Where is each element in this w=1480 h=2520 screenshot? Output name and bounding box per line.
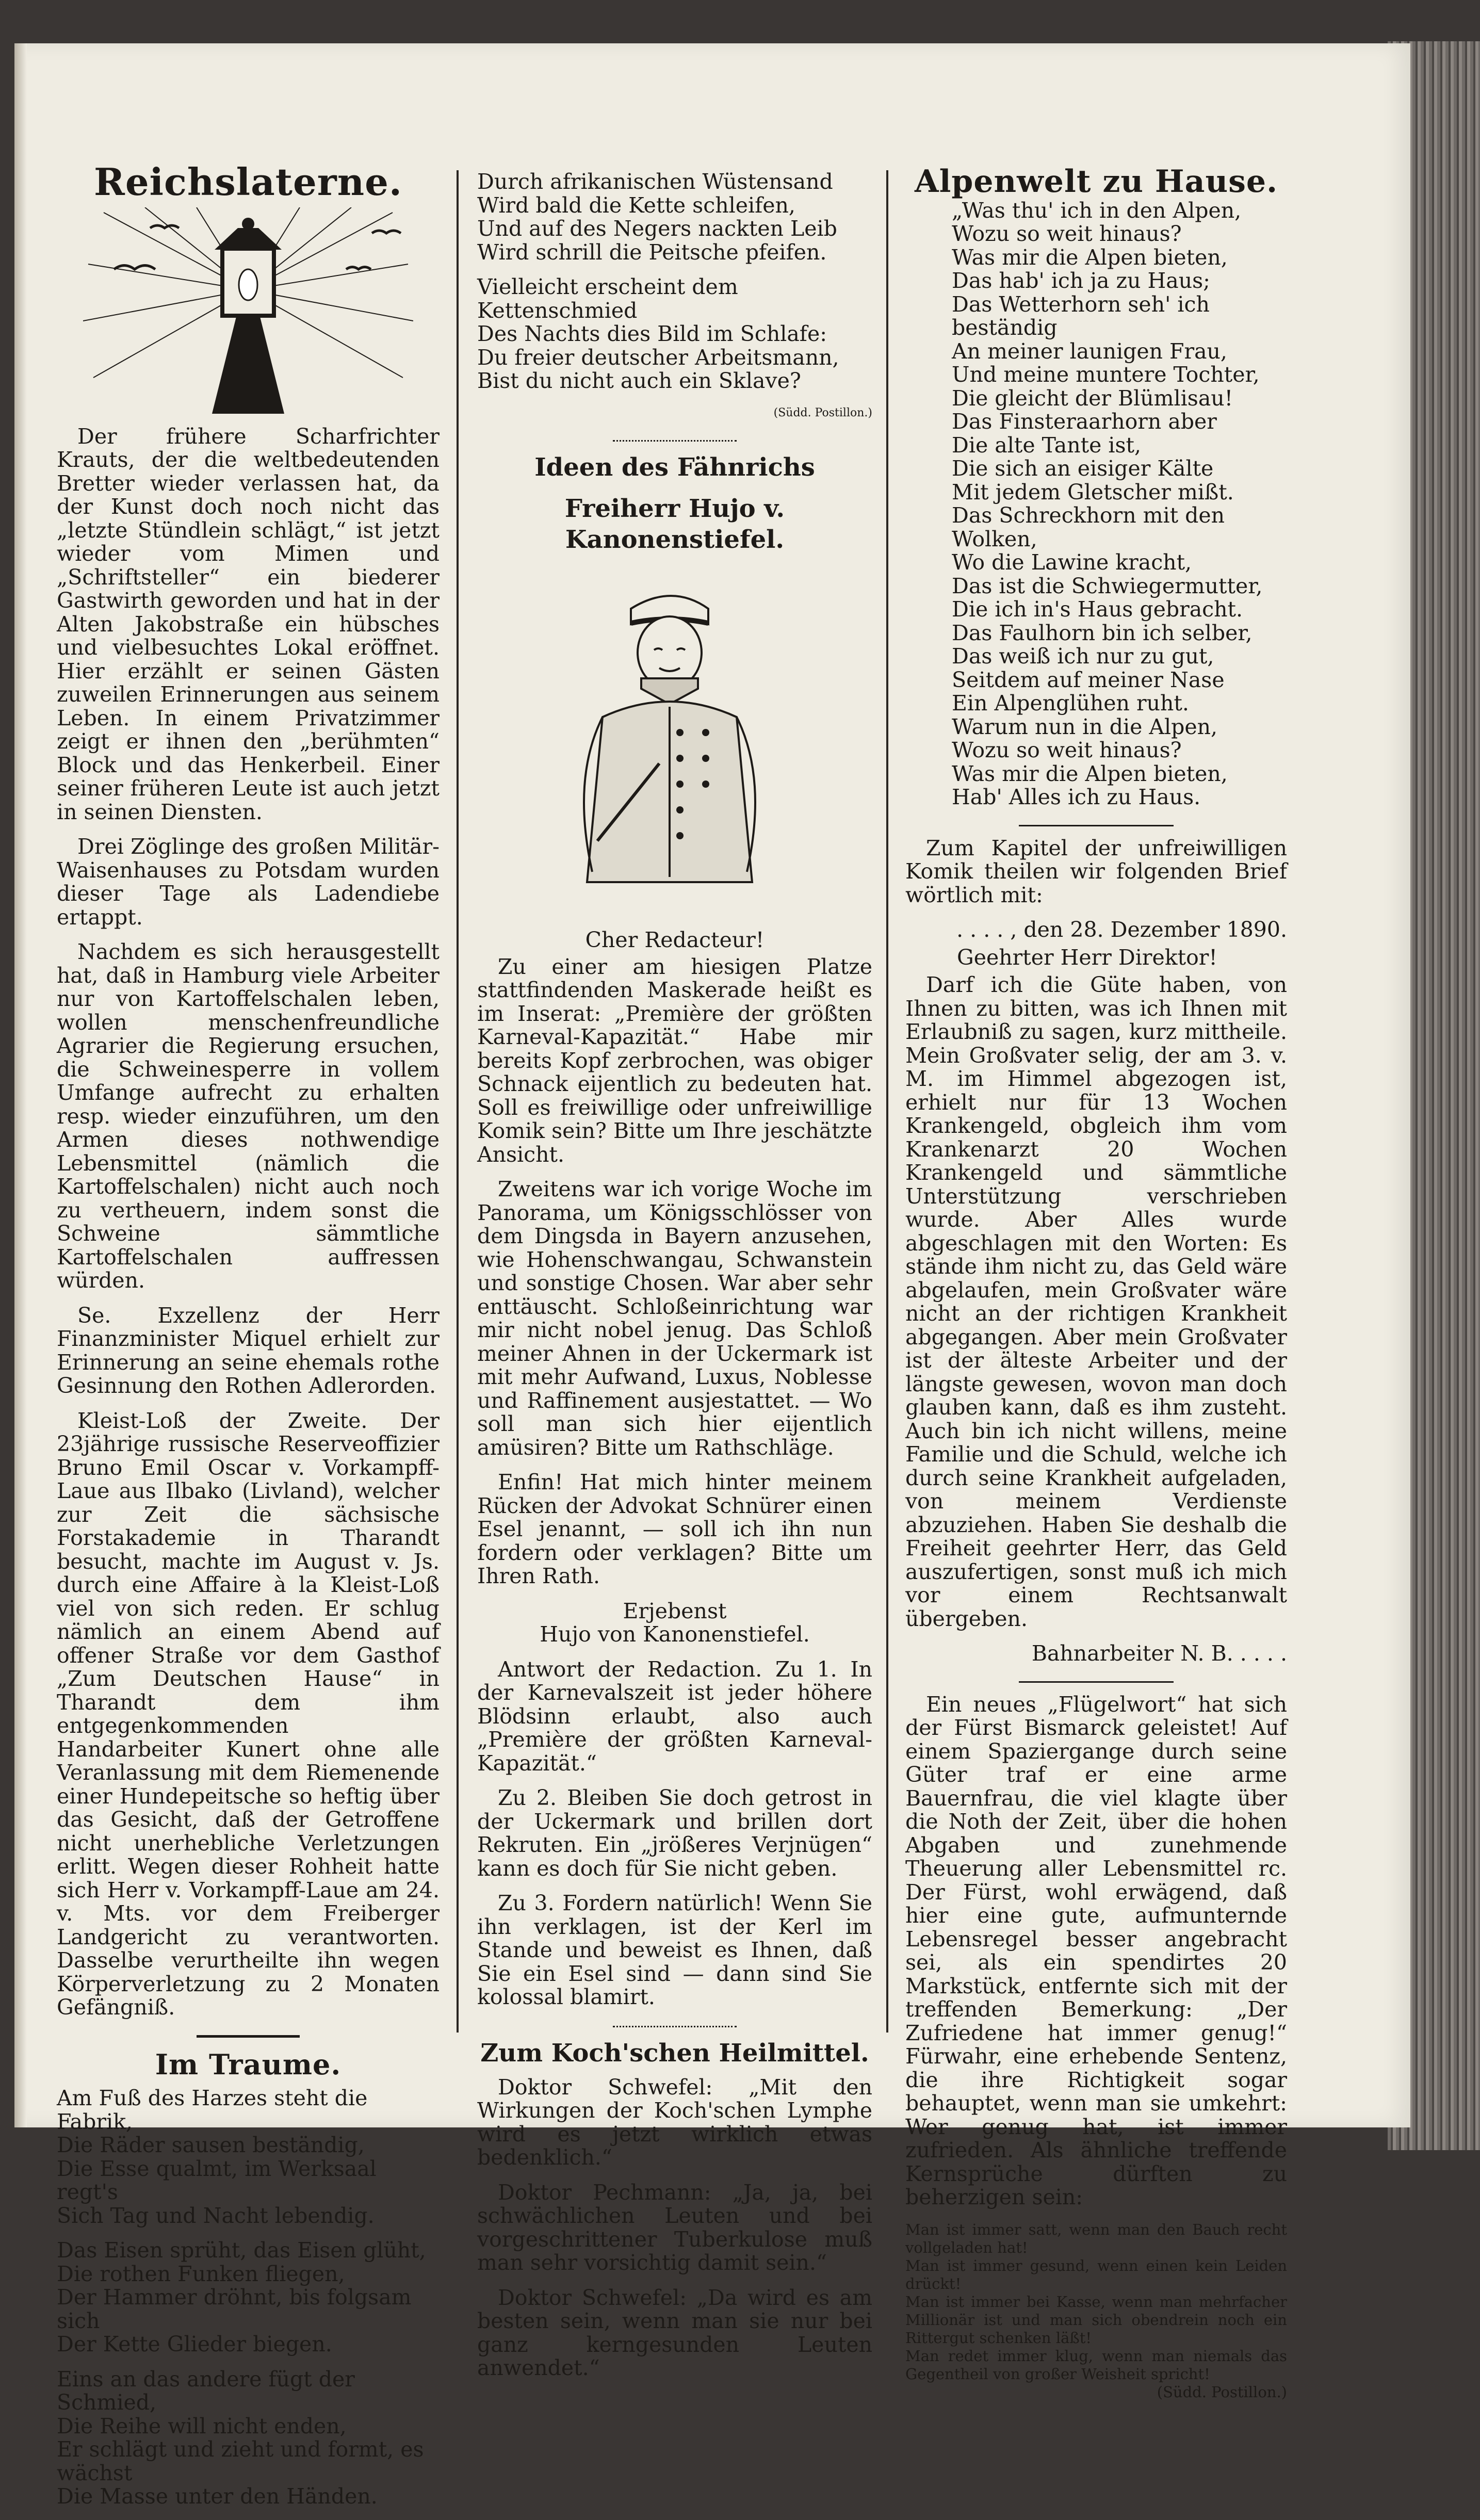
article-miquel: Se. Exzellenz der Herr Finanzminister Miquel erhielt zur Erinnerung an seine ehemals rothe Gesinnung den Rothen Adlerorden.	[57, 1303, 440, 1398]
poem-line: Das Wetterhorn seh' ich beständig	[952, 291, 1210, 340]
alpenwelt-title: Alpenwelt zu Hause.	[915, 164, 1278, 200]
poem-line: Wozu so weit hinaus?	[952, 221, 1182, 246]
poem-line: Ein Alpenglühen ruht.	[952, 691, 1189, 716]
lantern-roof	[215, 228, 282, 250]
section-divider	[1019, 825, 1174, 826]
section-divider	[613, 2021, 737, 2027]
poem-line: Wird schrill die Peitsche pfeifen.	[477, 239, 827, 265]
poem-line: An meiner launigen Frau,	[952, 338, 1227, 364]
poem-line: Die Esse qualmt, im Werksaal regt's	[57, 2156, 377, 2204]
poem-stanza	[477, 170, 872, 264]
letter-signature: Bahnarbeiter N. B. . . . .	[1031, 1641, 1287, 1666]
source-credit: (Südd. Postillon.)	[1157, 2383, 1287, 2401]
poem-stanza	[57, 2087, 440, 2228]
article-krauts: Der frühere Scharfrichter Krauts, der die weltbedeutenden Bretter wieder verlassen hat, da der Kunst doch noch nicht das „letzte Stündlein schlägt,“ ist jetzt wieder vom Mimen und „Schriftsteller“ ein biederer Gastwirth geworden und hat in der Alten Jakobstraße ein hübsches und vielbesuchtes Lokal eröffnet. Hier erzählt er seinen Gästen zuweilen Erinnerungen aus seinem Leben. In einem Privatzimmer zeigt er ihnen den „berühmten“ Block und das Henkerbeil. Einer seiner früheren Leute ist auch jetzt in seinen Diensten.	[57, 424, 440, 824]
section-divider	[613, 435, 737, 442]
poem-line: Die Räder sausen beständig,	[57, 2133, 365, 2157]
source-credit: (Südd. Postillon.)	[773, 406, 872, 419]
bird-icon	[346, 267, 371, 269]
bismarck-article: Ein neues „Flügelwort“ hat sich der Fürst Bismarck geleistet! Auf einem Spaziergange durch seine Güter traf er eine arme Bauernfrau, die viel klagte über die Noth der Zeit, über die hohen Abgaben und zunehmende Theuerung aller Lebensmittel rc. Der Fürst, wohl erwägend, daß hier eine gute, aufmunternde Lebensregel besser angebracht sei, als ein spendirtes 20 Markstück, entfernte sich mit der treffenden Bemerkung: „Der Zufriedene hat immer genug!“ Fürwahr, eine erhebende Sentenz, die ihre Richtigkeit sogar behauptet, wenn man sie umkehrt: Wer genug hat, ist immer zufrieden. Als ähnliche treffende Kernsprüche dürften zu beherzigen sein:	[905, 1692, 1287, 2209]
poem-line: Mit jedem Gletscher mißt.	[952, 479, 1234, 505]
poem-line: Am Fuß des Harzes steht die Fabrik,	[57, 2086, 368, 2134]
poem-line: Die sich an eisiger Kälte	[952, 456, 1214, 481]
poem-line: Das hab' ich ja zu Haus;	[952, 268, 1210, 293]
dialogue-line: Doktor Pechmann: „Ja, ja, bei schwächlichen Leuten und bei vorgeschrittener Tuberkulose muß man sehr vorsichtig damit sein.“	[477, 2180, 872, 2275]
poem-line: Das Faulhorn bin ich selber,	[952, 620, 1253, 645]
bird-icon	[372, 231, 401, 233]
poem-line: Die Masse unter den Händen.	[57, 2484, 378, 2509]
poem-line: Seitdem auf meiner Nase	[952, 667, 1225, 692]
poem-line: Des Nachts dies Bild im Schlafe:	[477, 321, 827, 346]
dialogue-line: Doktor Schwefel: „Da wird es am besten sein, wenn man sie nur bei ganz kerngesunden Leuten anwendet.“	[477, 2285, 872, 2380]
letter-paragraph: Enfin! Hat mich hinter meinem Rücken der Advokat Schnürer einen Esel jenannt, — soll ich ihn nun fordern oder verklagen? Bitte um Ihren Rath.	[477, 1470, 872, 1588]
column-1	[57, 72, 440, 2520]
poem-line: Vielleicht erscheint dem Kettenschmied	[477, 274, 738, 323]
letter-body: Darf ich die Güte haben, von Ihnen zu bitten, was ich Ihnen mit Erlaubniß zu sagen, kurz mittheile. Mein Großvater selig, der am 3. v. M. im Himmel abgezogen ist, erhielt nur für 13 Wochen Krankengeld, obgleich ihm vom Krankenarzt 20 Wochen Krankengeld und sämmtliche Unterstützung verschrieben wurde. Aber Alles wurde abgeschlagen mit den Worten: Es stände ihm nicht zu, das Geld wäre abgelaufen, mein Großvater wäre nicht an der richtigen Krankheit abgegangen. Aber mein Großvater ist der älteste Arbeiter und der längste gewesen, wovon man doch glauben kann, daß es ihm zusteht. Auch bin ich nicht willens, meine Familie und die Schuld, welche ich durch seine Krankheit aufgeladen, von meinem Verdienste abzuziehen. Haben Sie deshalb die Freiheit geehrter Herr, das Geld auszufertigen, sonst muß ich mich vor einem Rechtsanwalt übergeben.	[905, 972, 1287, 1631]
poem-line: Die gleicht der Blümlisau!	[952, 385, 1233, 411]
sayings-list	[905, 2221, 1287, 2401]
column-rule-left	[457, 170, 459, 2033]
koch-title: Zum Koch'schen Heilmittel.	[480, 2038, 869, 2068]
brief-intro: Zum Kapitel der unfreiwilligen Komik theilen wir folgenden Brief wörtlich mit:	[905, 835, 1287, 907]
redaction-answer: Zu 2. Bleiben Sie doch getrost in der Uckermark und brillen dort Rekruten. Ein „jrößeres Verjnügen“ kann es doch für Sie nicht geben.	[477, 1785, 872, 1881]
poem-line: Wo die Lawine kracht,	[952, 550, 1192, 575]
poem-line: „Was thu' ich in den Alpen,	[952, 198, 1242, 223]
poem-line: Wird bald die Kette schleifen,	[477, 192, 795, 218]
page-gutter	[14, 43, 27, 2127]
poem-stanza	[477, 275, 872, 393]
im-traume-title: Im Traume.	[155, 2047, 341, 2081]
letter-date: . . . . , den 28. Dezember 1890.	[956, 917, 1287, 942]
section-divider	[1019, 1681, 1174, 1683]
letter-paragraph: Zu einer am hiesigen Platze stattfindenden Maskerade heißt es im Inserat: „Première der größten Karneval-Kapazität.“ Habe mir bereits Kopf zerbrochen, was obiger Schnack eijentlich zu bedeuten hat. Soll es freiwillige oder unfreiwillige Komik sein? Bitte um Ihre jeschätzte Ansicht.	[477, 954, 872, 1167]
lantern-post	[212, 311, 284, 414]
poem-line: Er schlägt und zieht und formt, es wächst	[57, 2437, 424, 2485]
lantern-illustration	[83, 207, 413, 414]
bird-icon	[114, 265, 155, 269]
alpenwelt-poem	[905, 199, 1287, 809]
poem-line: Das Schreckhorn mit den Wolken,	[952, 503, 1225, 551]
letter-salutation: Cher Redacteur!	[585, 928, 765, 952]
saying: Man redet immer klug, wenn man niemals das Gegentheil von großer Weisheit spricht!	[905, 2347, 1287, 2383]
redaction-answer: Antwort der Redaction. Zu 1. In der Karnevalszeit ist jeder höhere Blödsinn erlaubt, also auch „Première der größten Karneval-Kapazität.“	[477, 1656, 872, 1776]
officer-illustration	[541, 562, 809, 923]
letter-greeting: Geehrter Herr Direktor!	[957, 945, 1217, 970]
letter-signature: Hujo von Kanonenstiefel.	[540, 1622, 810, 1647]
poem-line: Das weiß ich nur zu gut,	[952, 644, 1214, 669]
poem-stanza	[57, 2239, 440, 2356]
poem-line: Die ich in's Haus gebracht.	[952, 597, 1243, 622]
article-kleist-loss: Kleist-Loß der Zweite. Der 23jährige russische Reserveoffizier Bruno Emil Oscar v. Vorkampff-Laue aus Ilbako (Livland), welcher zur Zeit die sächsische Forstakademie in Tharandt besucht, machte im August v. Js. durch eine Affaire à la Kleist-Loß viel von sich reden. Er schlug nämlich an einem Abend auf offener Straße vor dem Gasthof „Zum Deutschen Hause“ in Tharandt dem ihm entgegenkommenden Handarbeiter Kunert ohne alle Veranlassung mit dem Riemenende einer Hundepeitsche so heftig über das Gesicht, daß der Getroffene nicht unerhebliche Verletzungen erlitt. Wegen dieser Rohheit hatte sich Herr v. Vorkampff-Laue am 24. v. Mts. vor dem Freiberger Landgericht zu verantworten. Dasselbe verurtheilte ihn wegen Körperverletzung zu 2 Monaten Gefängniß.	[57, 1408, 440, 2020]
poem-line: Die Reihe will nicht enden,	[57, 2413, 347, 2438]
faehnrich-title-line1: Ideen des Fähnrichs	[534, 453, 815, 482]
saying: Man ist immer gesund, wenn einen kein Leiden drückt!	[905, 2256, 1287, 2293]
poem-line: Die alte Tante ist,	[952, 432, 1142, 458]
faehnrich-title-line2: Freiherr Hujo v. Kanonenstiefel.	[564, 494, 785, 554]
dialogue-line: Doktor Schwefel: „Mit den Wirkungen der Koch'schen Lymphe wird es jetzt wirklich etwas bedenklich.“	[477, 2074, 872, 2170]
poem-line: Sich Tag und Nacht lebendig.	[57, 2203, 375, 2228]
poem-line: Was mir die Alpen bieten,	[952, 245, 1228, 270]
poem-line: Durch afrikanischen Wüstensand	[477, 169, 833, 194]
reichslaterne-title: Reichslaterne.	[94, 160, 402, 204]
poem-line: Du freier deutscher Arbeitsmann,	[477, 345, 839, 370]
poem-line: Der Kette Glieder biegen.	[57, 2332, 332, 2356]
poem-line: Wozu so weit hinaus?	[952, 738, 1182, 762]
section-divider	[197, 2035, 300, 2038]
poem-line: Hab' Alles ich zu Haus.	[952, 785, 1201, 809]
poem-line: Und meine muntere Tochter,	[952, 362, 1260, 387]
column-2	[477, 170, 872, 2392]
poem-line: Was mir die Alpen bieten,	[952, 761, 1228, 786]
saying: Man ist immer bei Kasse, wenn man mehrfacher Millionär ist und man sich obendrein noch ein Rittergut schenken läßt!	[905, 2293, 1287, 2347]
bird-icon	[150, 225, 179, 228]
column-rule-right	[886, 170, 888, 2033]
poem-line: Eins an das andere fügt der Schmied,	[57, 2366, 355, 2415]
poem-stanza	[57, 2368, 440, 2509]
poem-line: Bist du nicht auch ein Sklave?	[477, 368, 801, 393]
letter-closing: Erjebenst	[623, 1598, 727, 1623]
article-kartoffelschalen: Nachdem es sich herausgestellt hat, daß in Hamburg viele Arbeiter nur von Kartoffelschalen leben, wollen menschenfreundliche Agrarier die Regierung ersuchen, die Schweinesperre in vollem Umfange aufrecht zu erhalten resp. wieder einzuführen, um den Armen dieses nothwendige Lebensmittel (nämlich die Kartoffelschalen) nicht auch noch zu vertheuern, indem sonst die Schweine sämmtliche Kartoffelschalen auffressen würden.	[57, 939, 440, 1293]
poem-line: Das Finsteraarhorn aber	[952, 409, 1217, 434]
column-3	[905, 164, 1287, 2401]
saying: Man ist immer satt, wenn man den Bauch recht vollgeladen hat!	[905, 2220, 1287, 2256]
article-waisenhaus: Drei Zöglinge des großen Militär-Waisenhauses zu Potsdam wurden dieser Tage als Ladendiebe ertappt.	[57, 834, 440, 930]
poem-line: Das ist die Schwiegermutter,	[952, 573, 1263, 598]
collar	[641, 678, 698, 704]
redaction-answer: Zu 3. Fordern natürlich! Wenn Sie ihn verklagen, ist der Kerl im Stande und beweist es Ihnen, daß Sie ein Esel sind — dann sind Sie kolossal blamirt.	[477, 1891, 872, 2009]
letter-paragraph: Zweitens war ich vorige Woche im Panorama, um Königsschlösser von dem Dingsda in Bayern anzusehen, wie Hohenschwangau, Schwanstein und sonstige Chosen. War aber sehr enttäuscht. Schloßeinrichtung war mir nicht nobel jenug. Das Schloß meiner Ahnen in der Uckermark ist mit mehr Aufwand, Luxus, Noblesse und Raffinement ausjestattet. — Wo soll man sich hier eijentlich amüsiren? Bitte um Rathschläge.	[477, 1177, 872, 1460]
poem-line: Der Hammer dröhnt, bis folgsam sich	[57, 2285, 412, 2333]
poem-line: Und auf des Negers nackten Leib	[477, 216, 837, 241]
poem-line: Warum nun in die Alpen,	[952, 714, 1218, 739]
poem-line: Die rothen Funken fliegen,	[57, 2261, 345, 2286]
poem-line: Das Eisen sprüht, das Eisen glüht,	[57, 2238, 426, 2263]
